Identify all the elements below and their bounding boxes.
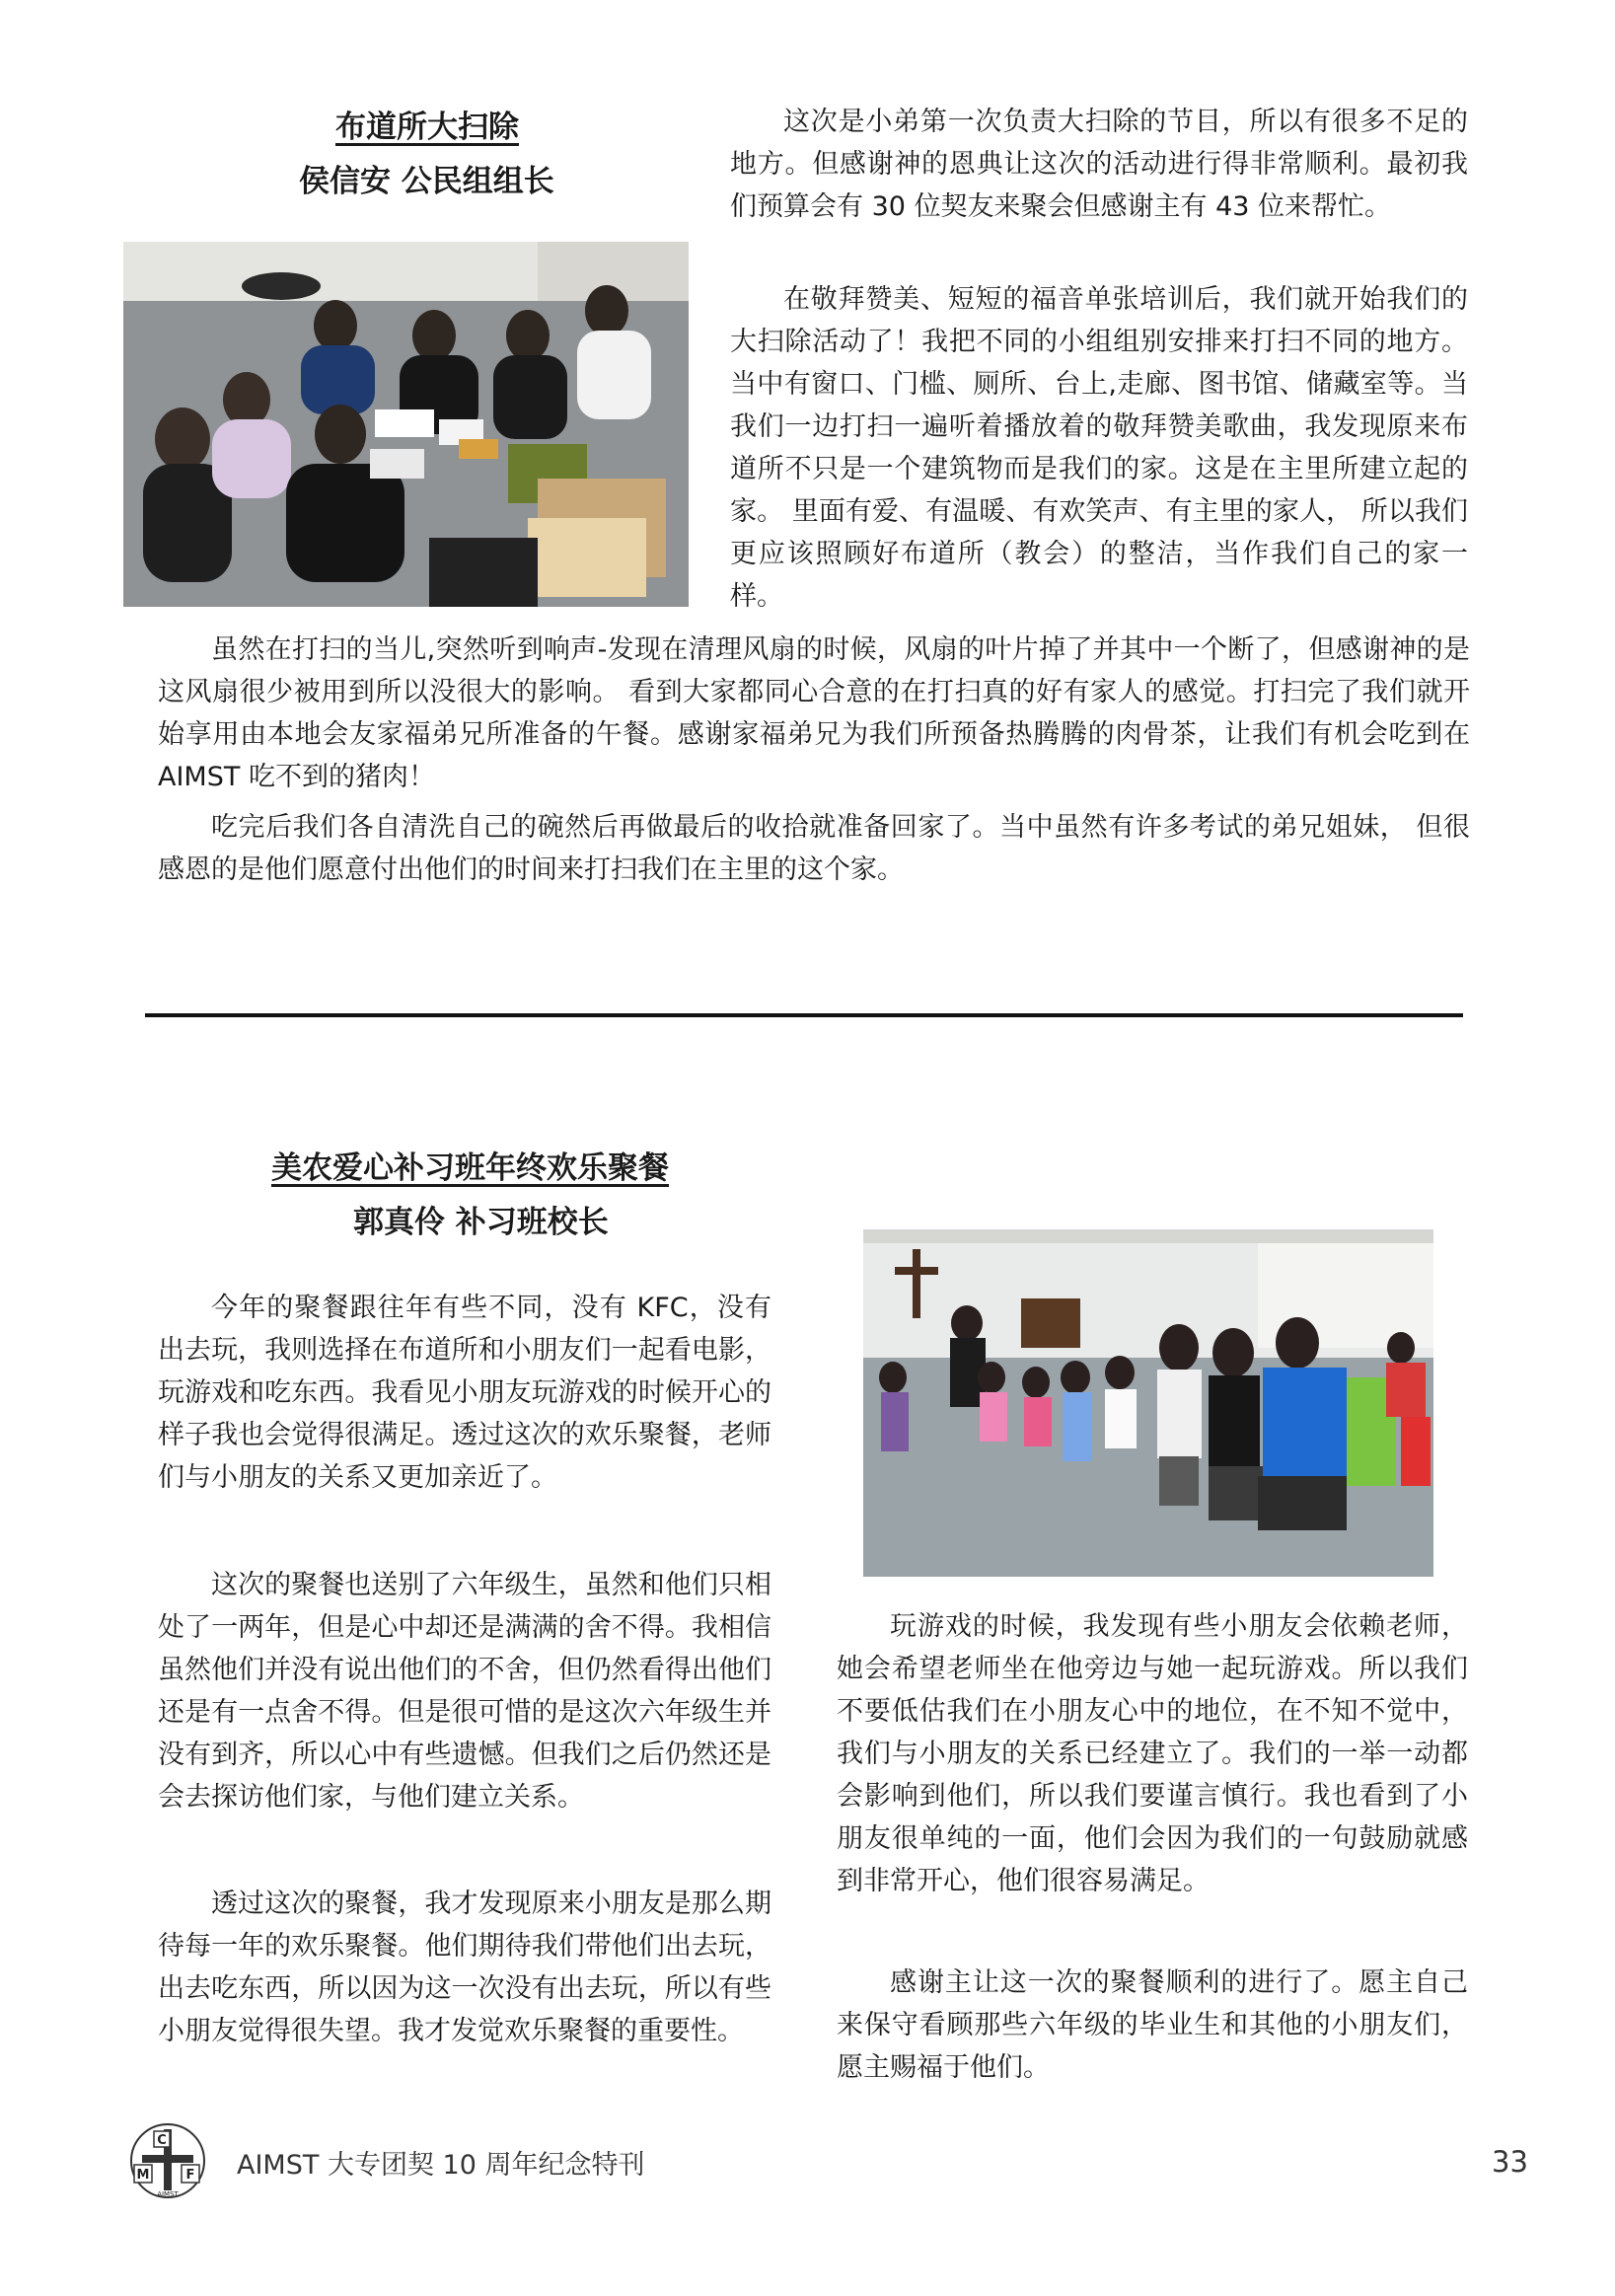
- logo-aimst: AIMST: [157, 2190, 179, 2198]
- fellowship-logo: [128, 2121, 207, 2200]
- cleaning-photo: [123, 242, 689, 607]
- party-photo: [863, 1229, 1433, 1577]
- article1-paragraph-4: 吃完后我们各自清洗自己的碗然后再做最后的收拾就准备回家了。当中虽然有许多考试的弟兄姐妹， 但很感恩的是他们愿意付出他们的时间来打扫我们在主里的这个家。: [158, 812, 1470, 885]
- article2-paragraph-5: 感谢主让这一次的聚餐顺利的进行了。愿主自己来保守看顾那些六年级的毕业生和其他的小朋友们，愿主赐福于他们。: [837, 1967, 1468, 2083]
- article1-title: 布道所大扫除: [335, 110, 519, 145]
- article1-byline: 侯信安 公民组组长: [299, 164, 554, 199]
- article2-title: 美农爱心补习班年终欢乐聚餐: [271, 1150, 669, 1186]
- page-number: 33: [1492, 2145, 1528, 2179]
- article1-paragraph-1: 这次是小弟第一次负责大扫除的节目，所以有很多不足的地方。但感谢神的恩典让这次的活动进行得非常顺利。最初我们预算会有 30 位契友来聚会但感谢主有 43 位来帮忙。: [730, 107, 1468, 222]
- article2-paragraph-3: 透过这次的聚餐，我才发现原来小朋友是那么期待每一年的欢乐聚餐。他们期待我们带他们出去玩，出去吃东西，所以因为这一次没有出去玩，所以有些小朋友觉得很失望。我才发觉欢乐聚餐的重要性。: [158, 1889, 771, 2046]
- article2-paragraph-1: 今年的聚餐跟往年有些不同，没有 KFC，没有出去玩，我则选择在布道所和小朋友们一起看电影，玩游戏和吃东西。我看见小朋友玩游戏的时候开心的样子我也会觉得很满足。透过这次的欢乐聚餐，老师们与小朋友的关系又更加亲近了。: [158, 1293, 771, 1493]
- article1-paragraph-2: 在敬拜赞美、短短的福音单张培训后，我们就开始我们的大扫除活动了！我把不同的小组组别安排来打扫不同的地方。当中有窗口、门槛、厕所、台上,走廊、图书馆、储藏室等。当我们一边打扫一遍听着播放着的敬拜赞美歌曲，我发现原来布道所不只是一个建筑物而是我们的家。这是在主里所建立起的家。 里面有爱、有温暖、有欢笑声、有主里的家人， 所以我们更应该照顾好布道所（教会）的整洁，当作我们自己的家一样。: [730, 284, 1468, 612]
- article2-byline: 郭真伶 补习班校长: [353, 1205, 609, 1240]
- article1-paragraph-3: 虽然在打扫的当儿,突然听到响声-发现在清理风扇的时候，风扇的叶片掉了并其中一个断了，但感谢神的是这风扇很少被用到所以没很大的影响。 看到大家都同心合意的在打扫真的好有家人的感觉。打扫完了我们就开始享用由本地会友家福弟兄所准备的午餐。感谢家福弟兄为我们所预备热腾腾的肉骨茶，让我们有机会吃到在 AIMST 吃不到的猪肉！: [158, 634, 1470, 792]
- section-divider: [145, 1013, 1463, 1017]
- article2-paragraph-2: 这次的聚餐也送别了六年级生，虽然和他们只相处了一两年，但是心中却还是满满的舍不得。我相信虽然他们并没有说出他们的不舍，但仍然看得出他们还是有一点舍不得。但是很可惜的是这次六年级生并没有到齐，所以心中有些遗憾。但我们之后仍然还是会去探访他们家，与他们建立关系。: [158, 1570, 771, 1813]
- footer-publication: AIMST 大专团契 10 周年纪念特刊: [237, 2150, 645, 2181]
- article2-paragraph-4: 玩游戏的时候，我发现有些小朋友会依赖老师，她会希望老师坐在他旁边与她一起玩游戏。所以我们不要低估我们在小朋友心中的地位，在不知不觉中，我们与小朋友的关系已经建立了。我们的一举一动都会影响到他们，所以我们要谨言慎行。我也看到了小朋友很单纯的一面，他们会因为我们的一句鼓励就感到非常开心，他们很容易满足。: [837, 1611, 1468, 1896]
- logo-letter-f: F: [185, 2168, 195, 2183]
- logo-letter-c: C: [157, 2133, 167, 2148]
- logo-letter-m: M: [136, 2168, 150, 2183]
